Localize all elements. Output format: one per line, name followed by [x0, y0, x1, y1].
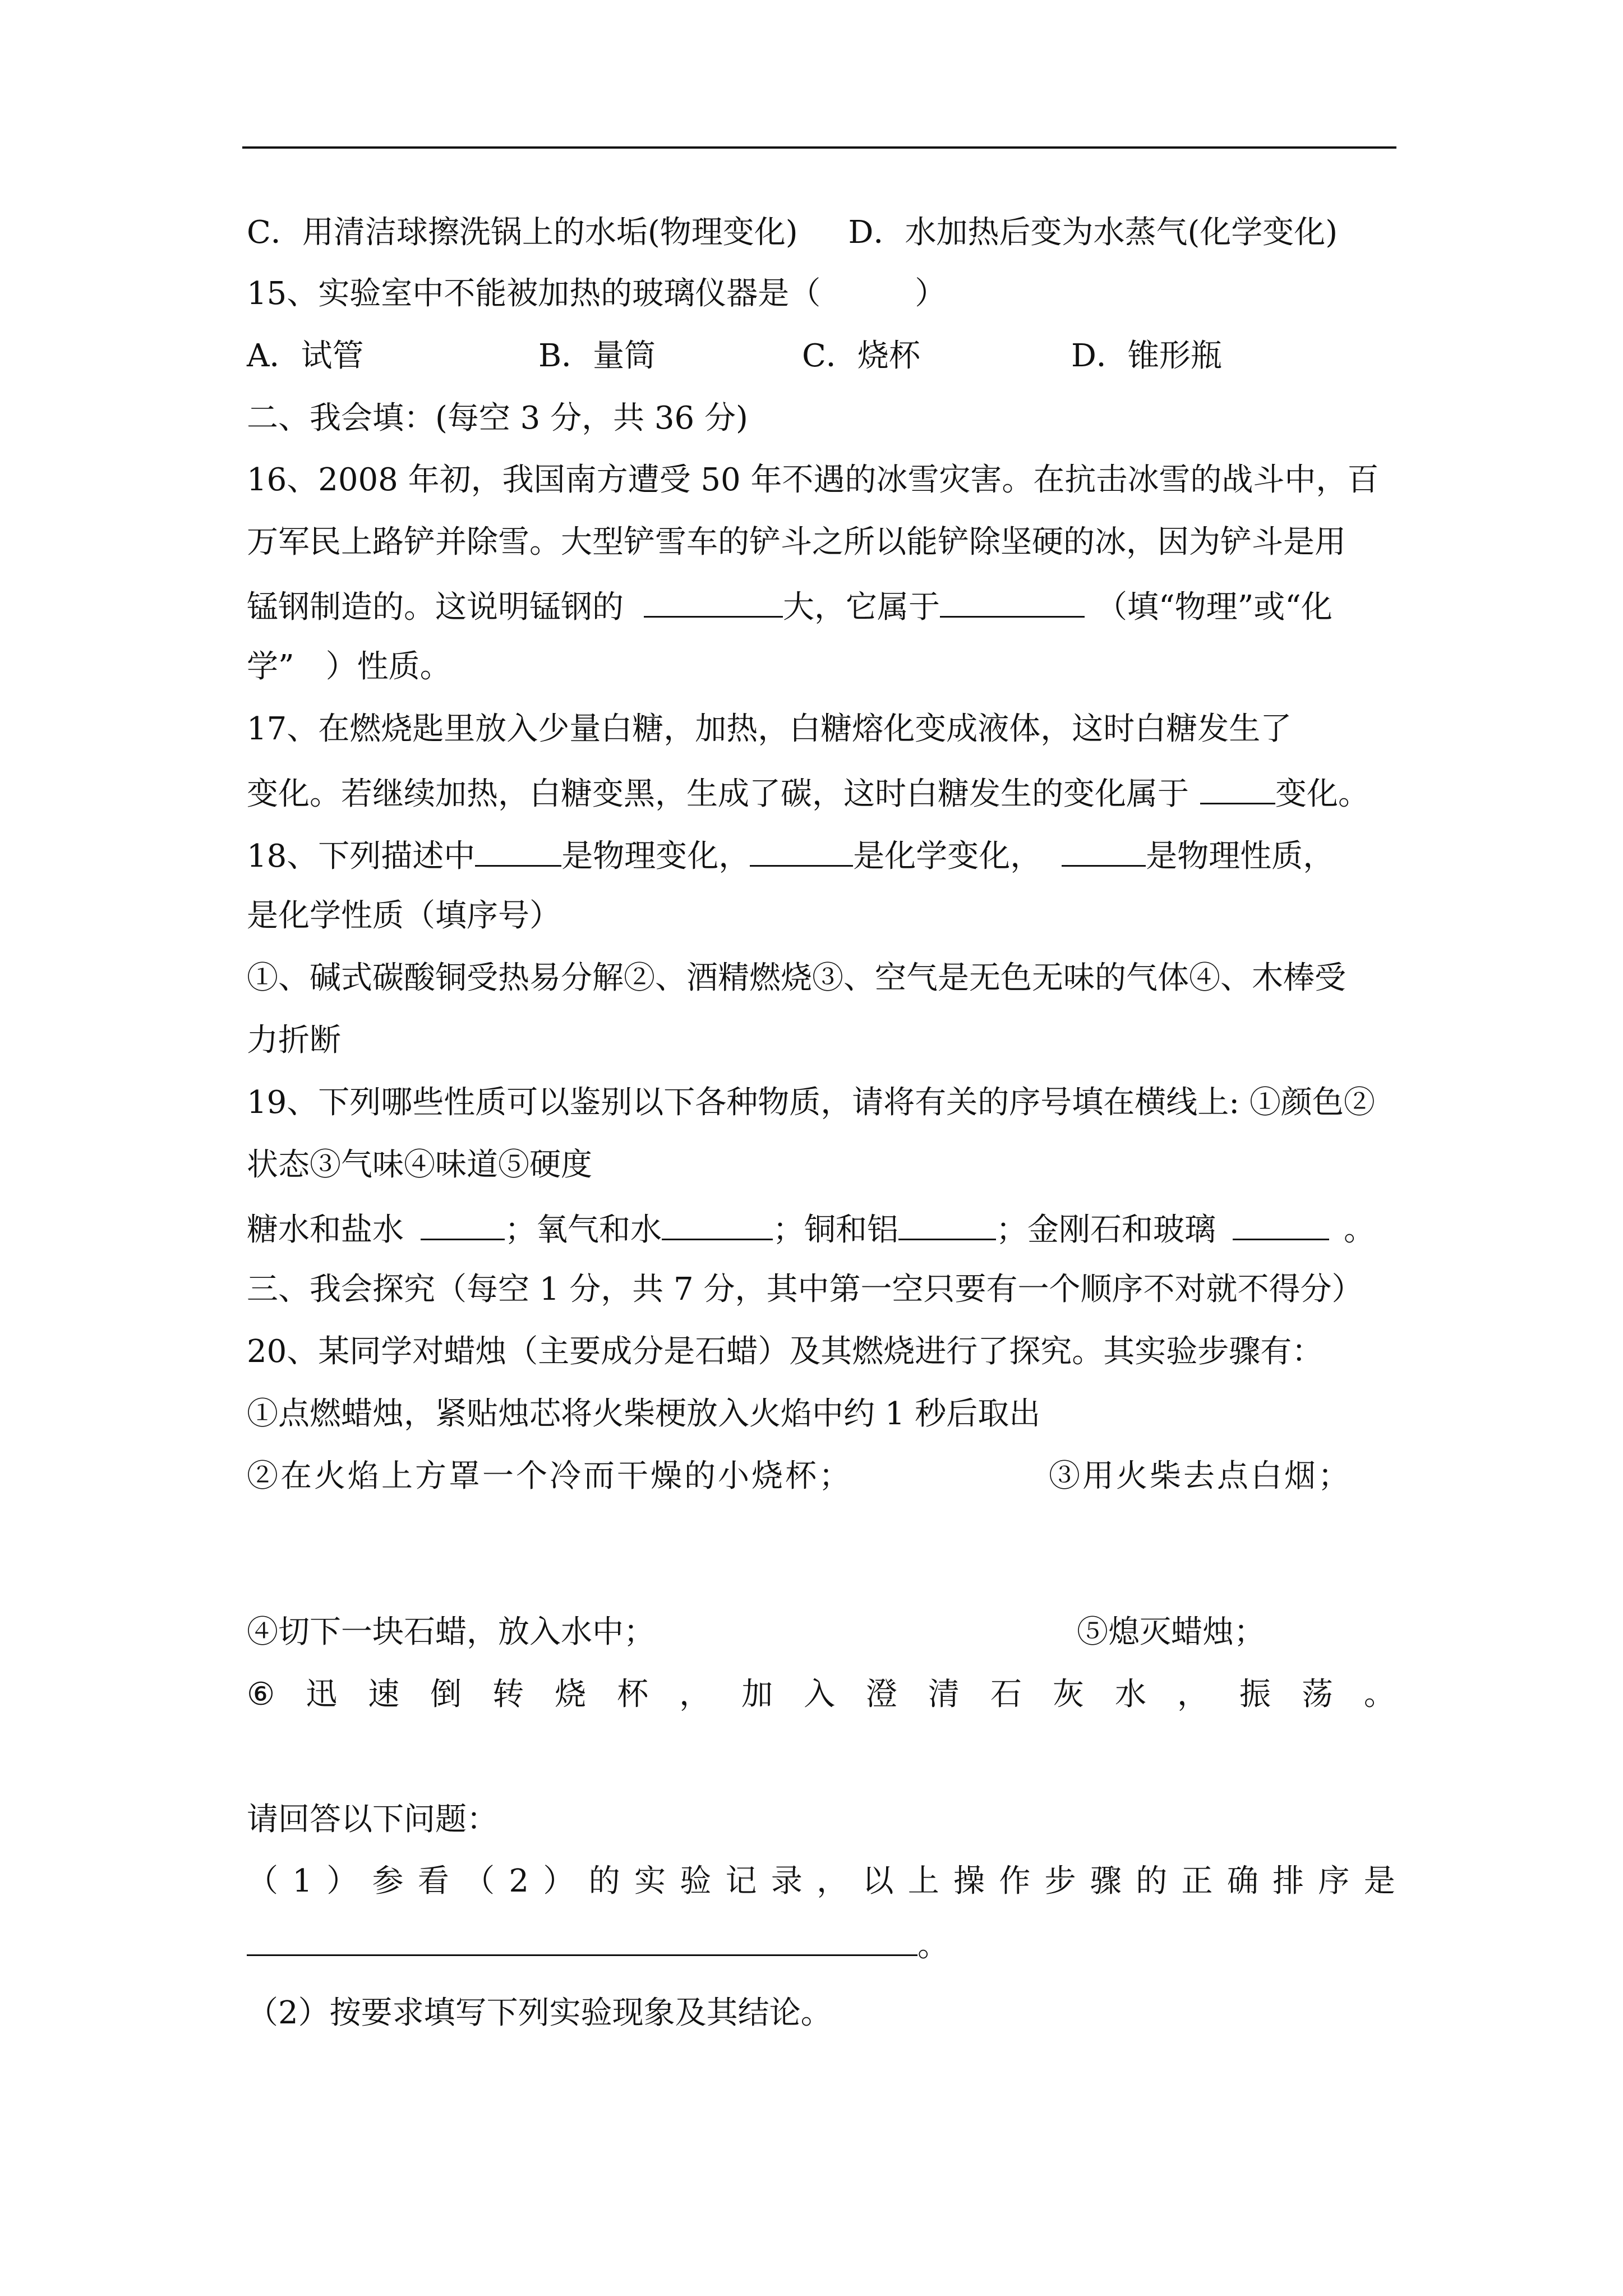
- step-6-char: 转: [492, 1676, 524, 1713]
- sub1-char: 以: [862, 1863, 894, 1899]
- sub-question-1-line-2: [247, 1923, 949, 1963]
- q14-option-d: D．水加热后变为水蒸气(化学变化): [848, 214, 1338, 251]
- q18-text-c: 是化学变化，: [853, 838, 1042, 875]
- sub1-char: 录: [771, 1863, 803, 1899]
- q18-line-4: 力折断: [247, 1022, 341, 1059]
- q18-text-b: 是物理变化，: [561, 838, 750, 875]
- q20-step-2: ②在火焰上方罩一个冷而干燥的小烧杯；: [247, 1458, 852, 1494]
- sub1-char: 作: [999, 1863, 1031, 1899]
- q20-steps-4-5: [247, 1612, 1396, 1653]
- sub1-char: 操: [953, 1863, 985, 1899]
- step-6-char: 澄: [866, 1676, 898, 1713]
- q19-text-e: 。: [1344, 1212, 1375, 1248]
- q15-option-b: B．量筒: [538, 338, 656, 374]
- q18-blank-3[interactable]: [1062, 834, 1146, 867]
- step-6-char: 清: [928, 1676, 960, 1713]
- step-6-char: 水: [1114, 1676, 1146, 1713]
- step-6-char: 石: [990, 1676, 1022, 1713]
- q15-option-c: C．烧杯: [802, 338, 920, 374]
- q16-line-2: 万军民上路铲并除雪。大型铲雪车的铲斗之所以能铲除坚硬的冰，因为铲斗是用: [247, 524, 1346, 560]
- q17-line-1: 17、在燃烧匙里放入少量白糖，加热，白糖熔化变成液体，这时白糖发生了: [247, 711, 1292, 747]
- sub1-char: 实: [634, 1863, 666, 1899]
- sub1-char: 骤: [1090, 1863, 1122, 1899]
- q19-text-d: ；金刚石和玻璃: [996, 1212, 1216, 1248]
- q18-line-3: ①、碱式碳酸铜受热易分解②、酒精燃烧③、空气是无色无味的气体④、木棒受: [247, 960, 1346, 996]
- step-6-char: 倒: [430, 1676, 462, 1713]
- q16-line-1: 16、2008 年初，我国南方遭受 50 年不遇的冰雪灾害。在抗击冰雪的战斗中，百: [247, 462, 1379, 498]
- q20-step-3: ③用火柴去点白烟；: [1049, 1458, 1352, 1494]
- q18-line-1: [247, 834, 1334, 874]
- sub1-char: （: [463, 1863, 495, 1899]
- q16-blank-2[interactable]: [940, 585, 1085, 618]
- sub1-char: 的: [1136, 1863, 1168, 1899]
- q16-line-3: [247, 585, 1332, 625]
- sub-question-1-line-1: [247, 1861, 1395, 1902]
- q19-line-2: 状态③气味④味道⑤硬度: [247, 1147, 592, 1183]
- q19-blank-1[interactable]: [421, 1207, 505, 1240]
- q19-text-c: ；铜和铝: [773, 1212, 898, 1248]
- step-6-char: ⑥: [247, 1676, 275, 1713]
- sub1-char: 排: [1272, 1863, 1304, 1899]
- sub1-char: 序: [1318, 1863, 1350, 1899]
- q15-option-a: A．试管: [247, 338, 364, 374]
- sub1-char: 确: [1227, 1863, 1258, 1899]
- q19-blank-2[interactable]: [662, 1207, 773, 1240]
- section-2-heading: 二、我会填：(每空 3 分，共 36 分): [247, 400, 748, 436]
- sub1-end-period: 。: [917, 1927, 949, 1964]
- step-6-char: 灰: [1053, 1676, 1084, 1713]
- sub1-char: 步: [1044, 1863, 1076, 1899]
- q20-step-5: ⑤熄灭蜡烛；: [1077, 1614, 1265, 1650]
- step-6-char: 烧: [555, 1676, 587, 1713]
- q19-blank-3[interactable]: [898, 1207, 996, 1240]
- section-3-heading: 三、我会探究（每空 1 分，共 7 分，其中第一空只要有一个顺序不对就不得分）: [247, 1271, 1363, 1308]
- q18-blank-2[interactable]: [750, 834, 853, 867]
- q15-option-d: D．锥形瓶: [1071, 338, 1222, 374]
- step-6-char: ，: [679, 1676, 711, 1713]
- q19-blank-4[interactable]: [1233, 1207, 1329, 1240]
- q20-steps-2-3: [247, 1456, 1396, 1497]
- step-6-char: 速: [368, 1676, 400, 1713]
- q19-line-1: 19、下列哪些性质可以鉴别以下各种物质，请将有关的序号填在横线上: ①颜色②: [247, 1084, 1375, 1121]
- q19-text-b: ；氧气和水: [505, 1212, 662, 1248]
- q18-blank-1[interactable]: [475, 834, 561, 867]
- q16-line-4: 学” ）性质。: [247, 648, 451, 685]
- step-6-char: 。: [1363, 1676, 1395, 1713]
- q20-step-6-chars: [247, 1674, 1395, 1715]
- step-6-char: 入: [804, 1676, 836, 1713]
- sub-question-1-chars: [247, 1861, 1395, 1902]
- sub1-char: ）: [326, 1863, 358, 1899]
- sub1-char: 验: [680, 1863, 712, 1899]
- step-6-char: 荡: [1301, 1676, 1333, 1713]
- q20-step-4: ④切下一块石蜡，放入水中；: [247, 1614, 655, 1650]
- sub1-char: 参: [372, 1863, 404, 1899]
- q17-text-a: 变化。若继续加热，白糖变黑，生成了碳，这时白糖发生的变化属于: [247, 776, 1189, 812]
- sub1-char: 2: [509, 1863, 529, 1899]
- q17-text-b: 变化。: [1275, 776, 1370, 812]
- sub1-char: 上: [907, 1863, 939, 1899]
- q16-text-c: （填“物理”或“化: [1096, 589, 1332, 625]
- step-6-char: 振: [1239, 1676, 1271, 1713]
- sub1-char: 是: [1363, 1863, 1395, 1899]
- sub1-char: 正: [1181, 1863, 1213, 1899]
- q19-text-a: 糖水和盐水: [247, 1212, 404, 1248]
- q16-blank-1[interactable]: [644, 585, 783, 618]
- sub1-char: 记: [725, 1863, 757, 1899]
- step-6-char: 加: [741, 1676, 773, 1713]
- q17-blank[interactable]: [1200, 771, 1275, 804]
- sub1-char: （: [247, 1863, 278, 1899]
- answer-prompt: 请回答以下问题：: [247, 1801, 498, 1838]
- header-rule: [242, 146, 1396, 149]
- q14-option-c: C．用清洁球擦洗锅上的水垢(物理变化): [247, 214, 798, 251]
- sub1-char: ）: [543, 1863, 575, 1899]
- step-6-char: 迅: [306, 1676, 338, 1713]
- q15-question: 15、实验室中不能被加热的玻璃仪器是（ ）: [247, 275, 947, 312]
- sub1-char: 1: [292, 1863, 312, 1899]
- q18-line-2: 是化学性质（填序号）: [247, 898, 561, 934]
- sub1-char: 看: [417, 1863, 449, 1899]
- step-6-char: ，: [1177, 1676, 1209, 1713]
- sub1-char: 的: [588, 1863, 620, 1899]
- q17-line-2: [247, 771, 1370, 812]
- q20-line-1: 20、某同学对蜡烛（主要成分是石蜡）及其燃烧进行了探究。其实验步骤有：: [247, 1333, 1324, 1370]
- q14-options-row: [247, 213, 1338, 253]
- q16-text-a: 锰钢制造的。这说明锰钢的: [247, 589, 624, 625]
- q18-text-a: 18、下列描述中: [247, 838, 476, 875]
- q20-step-6: [247, 1674, 1395, 1715]
- q20-step-1: ①点燃蜡烛，紧贴烛芯将火柴梗放入火焰中约 1 秒后取出: [247, 1396, 1041, 1432]
- q18-text-d: 是物理性质，: [1146, 838, 1335, 875]
- step-6-char: 杯: [617, 1676, 649, 1713]
- q15-options-row: [247, 336, 1396, 376]
- q16-text-b: 大，它属于: [783, 589, 940, 625]
- sub1-char: ，: [817, 1863, 849, 1899]
- sub1-answer-blank[interactable]: [247, 1923, 917, 1956]
- q19-line-3: [247, 1207, 1375, 1248]
- sub-question-2: （2）按要求填写下列实验现象及其结论。: [247, 1995, 832, 2031]
